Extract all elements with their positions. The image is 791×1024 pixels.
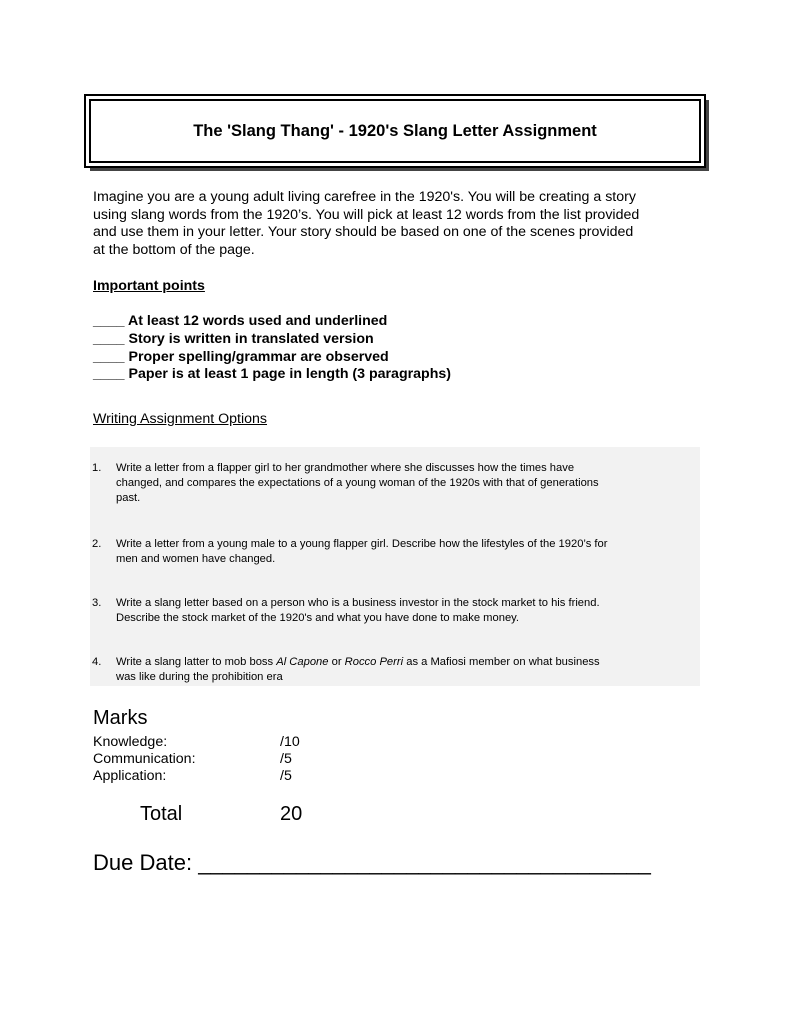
option-line: was like during the prohibition era (116, 671, 283, 683)
option-text-part: Write a slang latter to mob boss (116, 656, 277, 668)
option-line: men and women have changed. (116, 553, 276, 565)
option-line: Write a slang letter based on a person who is a business investor in the stock market to his friend. (116, 597, 600, 609)
total-label: Total (140, 803, 183, 825)
marks-score-knowledge: /10 (280, 734, 300, 750)
option-line: changed, and compares the expectations of a young woman of the 1920s with that of generations (116, 477, 599, 489)
due-date-label: Due Date: (93, 850, 193, 875)
option-text-part: or (328, 656, 345, 668)
important-points-heading: Important points (93, 278, 205, 294)
checklist-item: ____ Paper is at least 1 page in length (3 paragraphs) (93, 366, 451, 383)
option-name-al-capone: Al Capone (276, 656, 329, 668)
option-name-rocco-perri: Rocco Perri (344, 656, 404, 668)
option-text (116, 461, 692, 506)
intro-paragraph (93, 189, 703, 259)
intro-line: and use them in your letter. Your story should be based on one of the scenes provided (93, 224, 634, 241)
option-item-4 (92, 655, 692, 685)
option-item-3 (92, 596, 692, 626)
option-number: 3. (92, 597, 102, 609)
option-text (116, 655, 692, 685)
checklist-item: ____ At least 12 words used and underlined (93, 313, 388, 329)
writing-options-box (90, 447, 700, 686)
page-title: The 'Slang Thang' - 1920's Slang Letter Assignment (193, 121, 597, 140)
marks-score-application: /5 (280, 768, 292, 784)
due-date (93, 850, 651, 876)
marks-label-knowledge: Knowledge: (93, 734, 168, 750)
option-line: past. (116, 492, 141, 504)
checklist-item: ____ Proper spelling/grammar are observed (93, 348, 389, 365)
option-number: 2. (92, 538, 102, 550)
marks-label-application: Application: (93, 768, 167, 784)
due-date-blank: _____________________________________ (198, 850, 651, 875)
checklist-item: ____ Story is written in translated version (93, 330, 374, 347)
intro-line: at the bottom of the page. (93, 241, 255, 258)
option-number: 1. (92, 462, 102, 474)
total-value: 20 (280, 803, 303, 825)
marks-heading: Marks (93, 707, 148, 729)
option-item-2 (92, 537, 692, 567)
option-number: 4. (92, 656, 102, 668)
writing-options-heading: Writing Assignment Options (93, 411, 268, 427)
intro-line: Imagine you are a young adult living carefree in the 1920's. You will be creating a story (93, 189, 636, 205)
important-points-list (93, 313, 451, 384)
marks-label-communication: Communication: (93, 751, 196, 767)
option-text (116, 596, 692, 626)
option-line: Describe the stock market of the 1920's and what you have done to make money. (116, 612, 520, 624)
option-line: Write a letter from a young male to a young flapper girl. Describe how the lifestyles of the 1920’s for (116, 538, 608, 550)
option-line: Write a letter from a flapper girl to her grandmother where she discusses how the times have (116, 462, 575, 474)
marks-score-communication: /5 (280, 751, 292, 767)
title-box (84, 94, 706, 168)
option-item-1 (92, 461, 692, 506)
option-text-part: as a Mafiosi member on what business (403, 656, 600, 668)
option-line (116, 655, 692, 670)
option-text (116, 537, 692, 567)
intro-line: using slang words from the 1920’s. You will pick at least 12 words from the list provided (93, 206, 640, 223)
